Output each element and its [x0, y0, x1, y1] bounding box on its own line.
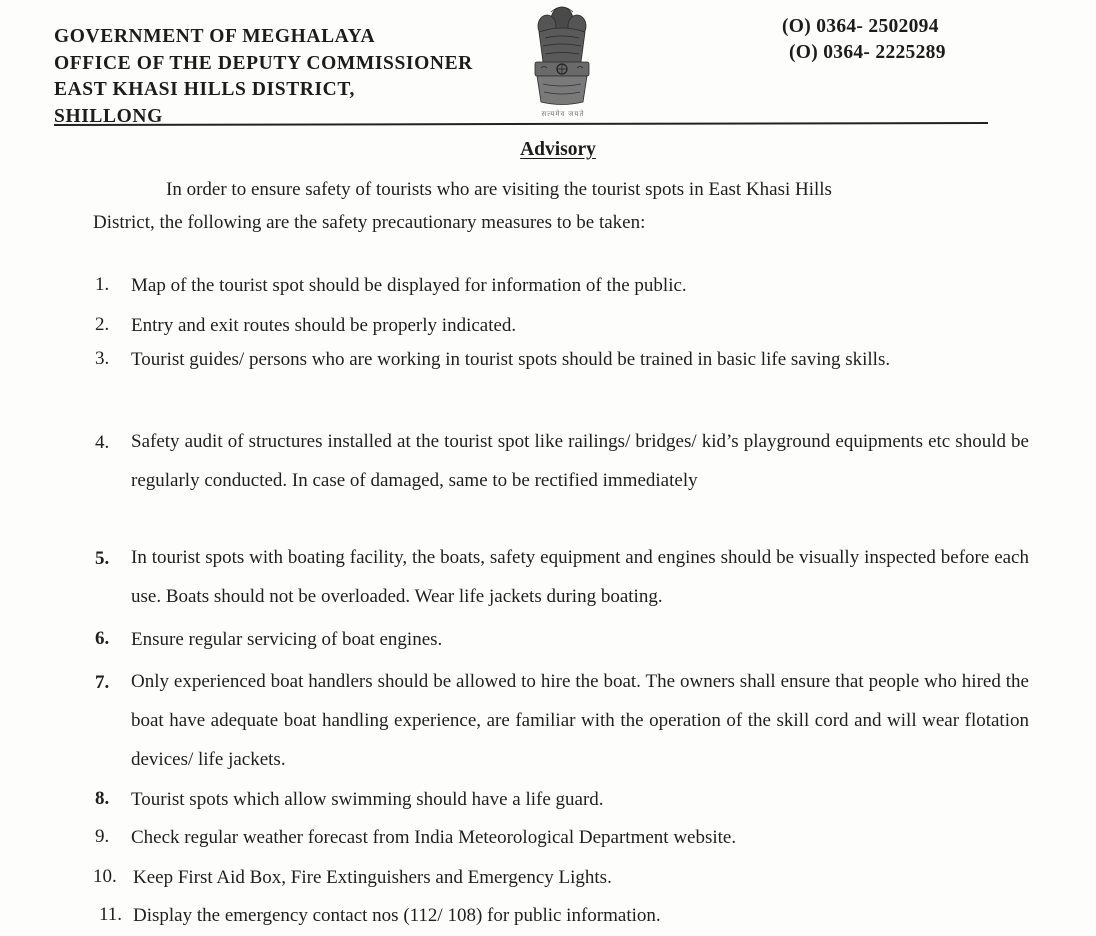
list-item-number: 10.: [93, 866, 117, 887]
header-district: EAST KHASI HILLS DISTRICT,: [54, 79, 355, 100]
list-item-number: 1.: [95, 274, 110, 295]
list-item-number: 11.: [99, 904, 123, 925]
list-item-text: Check regular weather forecast from India Meteorological Department website.: [131, 827, 737, 848]
list-item-number: 8.: [95, 788, 110, 809]
header-city: SHILLONG: [54, 105, 163, 127]
list-item-number: 5.: [95, 548, 110, 569]
list-item-number: 3.: [95, 348, 110, 369]
list-item-text: Display the emergency contact nos (112/ 108) for public information.: [133, 905, 661, 926]
header-office: OFFICE OF THE DEPUTY COMMISSIONER: [54, 52, 473, 74]
list-item-text: Keep First Aid Box, Fire Extinguishers and Emergency Lights.: [133, 867, 612, 888]
list-item-text: Only experienced boat handlers should be allowed to hire the boat. The owners shall ensure that people who hired the boat have adequate boat handling experience, are familiar with the operation of the skill cord and will wear flotation devices/ life jackets.: [131, 671, 1029, 770]
intro-paragraph: [93, 173, 993, 239]
emblem-motto: सत्यमेव जयते: [541, 110, 585, 118]
list-item-text: Safety audit of structures installed at the tourist spot like railings/ bridges/ kid’s playground equipments etc should be regularly conducted. In case of damaged, same to be rectified immediately: [131, 431, 1029, 491]
list-item-number: 2.: [95, 314, 110, 335]
list-item-number: 9.: [95, 826, 110, 847]
national-emblem-icon: [527, 2, 597, 120]
list-item-text: Tourist spots which allow swimming should have a life guard.: [131, 789, 604, 810]
phone-number-2: (O) 0364- 2225289: [789, 42, 946, 63]
phone-number-1: (O) 0364- 2502094: [782, 16, 939, 37]
list-item-number: 7.: [95, 672, 110, 693]
list-item-text: Ensure regular servicing of boat engines.: [131, 629, 443, 650]
header-government: GOVERNMENT OF MEGHALAYA: [54, 26, 376, 47]
intro-line-2: District, the following are the safety precautionary measures to be taken:: [93, 212, 646, 233]
list-item-number: 6.: [95, 628, 110, 649]
list-item-text: Entry and exit routes should be properly indicated.: [131, 315, 517, 336]
list-item-text: Tourist guides/ persons who are working in tourist spots should be trained in basic life saving skills.: [131, 349, 891, 370]
list-item-text: In tourist spots with boating facility, the boats, safety equipment and engines should be visually inspected before each use. Boats should not be overloaded. Wear life jackets during boating.: [131, 547, 1029, 607]
contact-phones: [782, 14, 946, 66]
office-header: [54, 24, 473, 130]
list-item-number: 4.: [95, 432, 110, 453]
intro-line-1: In order to ensure safety of tourists who are visiting the tourist spots in East Khasi Hills: [166, 179, 832, 200]
list-item-text: Map of the tourist spot should be displayed for information of the public.: [131, 275, 687, 296]
document-title: Advisory: [520, 139, 596, 160]
